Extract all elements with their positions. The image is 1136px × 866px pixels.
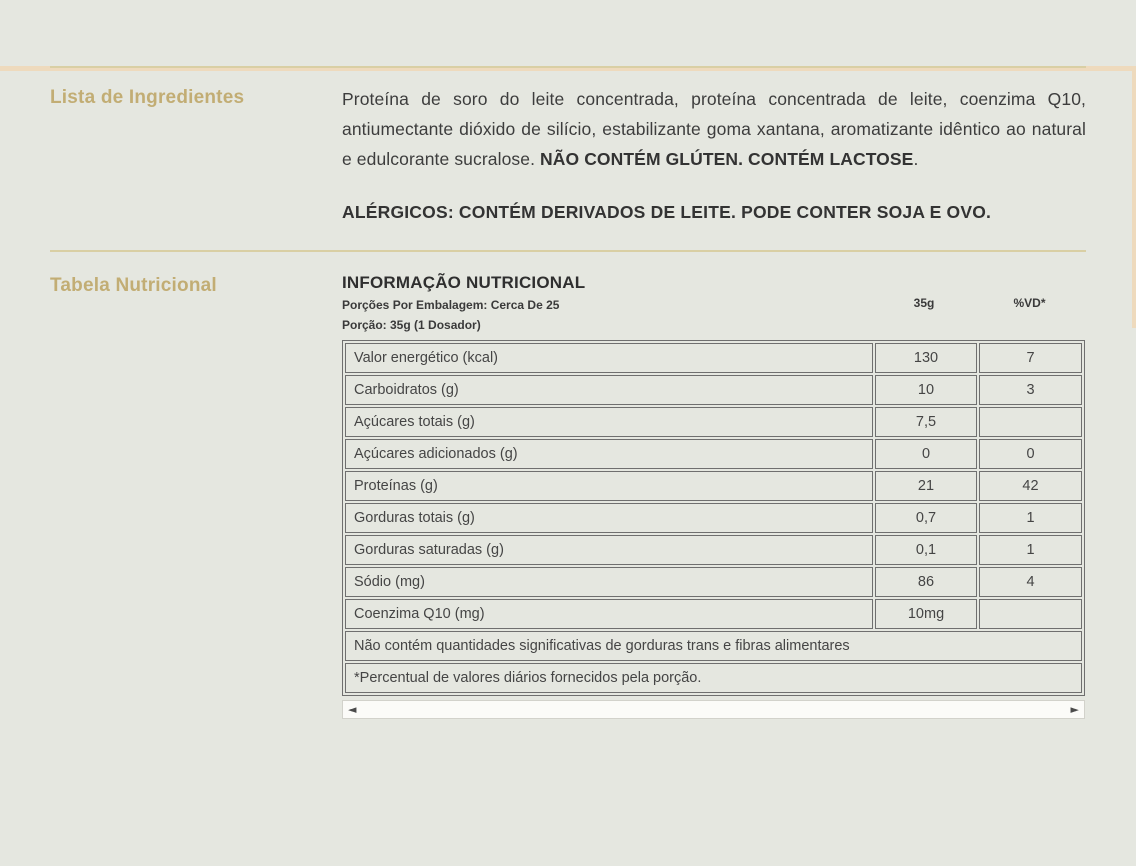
table-row [345,471,1082,501]
trans-fat-note: Não contém quantidades significativas de gorduras trans e fibras alimentares [345,631,1082,661]
nutrient-name: Gorduras totais (g) [345,503,873,533]
table-row [345,343,1082,373]
nutrition-section [50,272,1086,719]
column-header-amount: 35g [913,295,935,310]
section-divider [50,66,1086,68]
nutrient-name: Açúcares totais (g) [345,407,873,437]
nutrient-name: Gorduras saturadas (g) [345,535,873,565]
nutrition-table-header [342,272,1086,333]
servings-per-package: Porções Por Embalagem: Cerca De 25 [342,298,560,312]
scroll-right-icon[interactable]: ► [1070,703,1079,716]
nutrient-dv: 7 [979,343,1082,373]
ingredients-description-regular: Proteína de soro do leite concentrada, proteína concentrada de leite, coenzima Q10, antiumectante dióxido de silício, estabilizante goma xantana, aromatizante idêntico ao natural e edulcorante sucralose. [342,89,1086,169]
table-row [345,375,1082,405]
nutrient-amount: 10mg [875,599,977,629]
table-row [345,567,1082,597]
nutrient-amount: 130 [875,343,977,373]
column-header-dv: %VD* [1013,295,1046,310]
table-row [345,599,1082,629]
nutrient-name: Sódio (mg) [345,567,873,597]
nutrient-amount: 7,5 [875,407,977,437]
nutrient-name: Valor energético (kcal) [345,343,873,373]
product-details-panel [0,66,1136,719]
nutrient-amount: 86 [875,567,977,597]
nutrient-dv: 1 [979,535,1082,565]
nutrient-amount: 10 [875,375,977,405]
nutrition-section-label: Tabela Nutricional [50,275,217,296]
table-row [345,439,1082,469]
ingredients-description-bold: NÃO CONTÉM GLÚTEN. CONTÉM LACTOSE [540,149,914,169]
nutrient-name: Proteínas (g) [345,471,873,501]
nutrient-dv: 1 [979,503,1082,533]
nutrient-dv [979,407,1082,437]
table-note-row [345,663,1082,693]
ingredients-description [342,84,1086,174]
nutrient-dv: 3 [979,375,1082,405]
nutrient-amount: 0,7 [875,503,977,533]
nutrient-dv: 42 [979,471,1082,501]
nutrition-table [342,340,1085,696]
serving-size: Porção: 35g (1 Dosador) [342,318,481,332]
nutrient-name: Açúcares adicionados (g) [345,439,873,469]
nutrient-dv [979,599,1082,629]
ingredients-description-period: . [913,149,919,169]
nutrient-name: Carboidratos (g) [345,375,873,405]
nutrient-dv: 0 [979,439,1082,469]
nutrient-dv: 4 [979,567,1082,597]
nutrient-amount: 21 [875,471,977,501]
nutrition-table-title: INFORMAÇÃO NUTRICIONAL [342,273,586,292]
nutrient-amount: 0 [875,439,977,469]
scroll-left-icon[interactable]: ◄ [348,703,357,716]
allergens-warning: ALÉRGICOS: CONTÉM DERIVADOS DE LEITE. PODE CONTER SOJA E OVO. [342,202,992,222]
table-row [345,407,1082,437]
ingredients-section [50,84,1086,224]
table-row [345,503,1082,533]
section-divider [50,250,1086,252]
table-row [345,535,1082,565]
nutrient-amount: 0,1 [875,535,977,565]
daily-value-note: *Percentual de valores diários fornecidos pela porção. [345,663,1082,693]
table-note-row [345,631,1082,661]
nutrient-name: Coenzima Q10 (mg) [345,599,873,629]
ingredients-section-label: Lista de Ingredientes [50,87,245,108]
horizontal-scrollbar[interactable] [342,700,1085,719]
